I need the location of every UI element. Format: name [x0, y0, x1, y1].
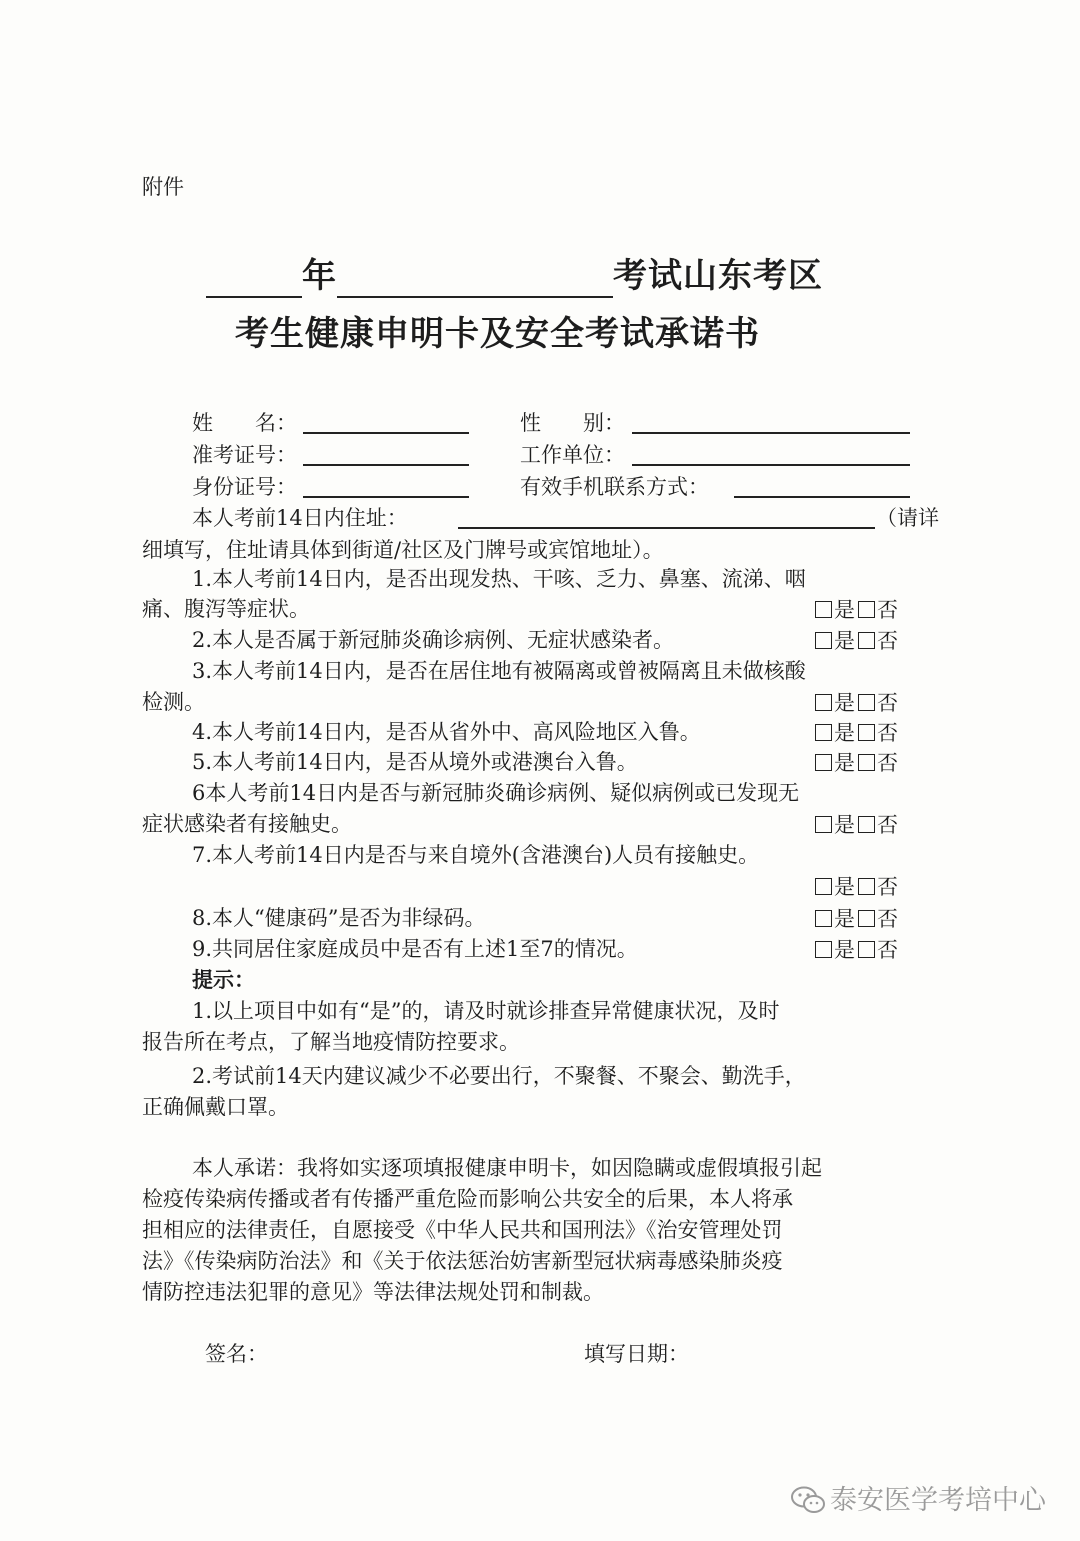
no-checkbox[interactable] [858, 816, 875, 833]
question-6-options [815, 809, 901, 839]
id-no-field[interactable] [303, 496, 469, 498]
no-checkbox[interactable] [858, 694, 875, 711]
yes-label: 是 [834, 691, 855, 715]
tip-2-line1: 2.考试前14天内建议减少不必要出行，不聚餐、不聚会、勤洗手， [192, 1064, 806, 1088]
no-label: 否 [877, 813, 898, 837]
question-1-options [815, 594, 901, 624]
ticket-no-label: 准考证号： [192, 443, 297, 467]
gender-field[interactable] [632, 432, 910, 434]
no-checkbox[interactable] [858, 941, 875, 958]
phone-label: 有效手机联系方式： [520, 475, 709, 499]
no-checkbox[interactable] [858, 632, 875, 649]
question-9-line1: 9.共同居住家庭成员中是否有上述1至7的情况。 [192, 937, 638, 961]
question-8-line1: 8.本人“健康码”是否为非绿码。 [192, 906, 486, 930]
signature-label: 签名： [205, 1342, 268, 1366]
question-4-line1: 4.本人考前14日内，是否从省外中、高风险地区入鲁。 [192, 720, 701, 744]
question-9-options [815, 934, 901, 964]
name-field[interactable] [303, 432, 469, 434]
pledge-line-3: 担相应的法律责任，自愿接受《中华人民共和国刑法》《治安管理处罚 [142, 1218, 783, 1242]
question-2-options [815, 625, 901, 655]
no-checkbox[interactable] [858, 724, 875, 741]
watermark-text: 泰安医学考培中心 [830, 1485, 1046, 1516]
question-7-options [815, 871, 901, 901]
title-exam-suffix: 考试山东考区 [613, 256, 823, 296]
question-6-line2: 症状感染者有接触史。 [142, 812, 352, 836]
watermark [790, 1478, 1046, 1517]
title-line-1 [206, 248, 823, 298]
yes-label: 是 [834, 629, 855, 653]
no-label: 否 [877, 907, 898, 931]
tips-heading: 提示： [192, 968, 255, 992]
attachment-label: 附件 [142, 175, 184, 199]
yes-checkbox[interactable] [815, 816, 832, 833]
yes-checkbox[interactable] [815, 694, 832, 711]
no-label: 否 [877, 751, 898, 775]
yes-checkbox[interactable] [815, 941, 832, 958]
tip-1-line1: 1.以上项目中如有“是”的，请及时就诊排查异常健康状况，及时 [192, 999, 780, 1023]
pledge-line-4: 法》《传染病防治法》和《关于依法惩治妨害新型冠状病毒感染肺炎疫 [142, 1249, 783, 1273]
gender-label: 性 别： [520, 411, 625, 435]
address-note-line2: 细填写，住址请具体到街道/社区及门牌号或宾馆地址）。 [142, 538, 664, 562]
question-3-line1: 3.本人考前14日内，是否在居住地有被隔离或曾被隔离且未做核酸 [192, 659, 806, 683]
name-label: 姓 名： [192, 411, 297, 435]
question-3-line2: 检测。 [142, 690, 205, 714]
yes-label: 是 [834, 813, 855, 837]
no-checkbox[interactable] [858, 878, 875, 895]
tip-1-line2: 报告所在考点，了解当地疫情防控要求。 [142, 1030, 520, 1054]
question-6-line1: 6本人考前14日内是否与新冠肺炎确诊病例、疑似病例或已发现无 [192, 781, 800, 805]
pledge-line-5: 情防控违法犯罪的意见》等法律法规处罚和制裁。 [142, 1280, 604, 1304]
question-5-options [815, 747, 901, 777]
title-year-word: 年 [302, 256, 337, 296]
no-checkbox[interactable] [858, 754, 875, 771]
yes-checkbox[interactable] [815, 601, 832, 618]
ticket-no-field[interactable] [303, 464, 469, 466]
no-label: 否 [877, 598, 898, 622]
exam-name-blank [337, 256, 613, 298]
yes-label: 是 [834, 907, 855, 931]
question-1-line1: 1.本人考前14日内，是否出现发热、干咳、乏力、鼻塞、流涕、咽 [192, 567, 806, 591]
no-label: 否 [877, 875, 898, 899]
question-1-line2: 痛、腹泻等症状。 [142, 597, 310, 621]
yes-label: 是 [834, 721, 855, 745]
question-4-options [815, 717, 901, 747]
question-5-line1: 5.本人考前14日内，是否从境外或港澳台入鲁。 [192, 750, 638, 774]
pledge-line-2: 检疫传染病传播或者有传播严重危险而影响公共安全的后果，本人将承 [142, 1187, 793, 1211]
yes-checkbox[interactable] [815, 632, 832, 649]
no-checkbox[interactable] [858, 601, 875, 618]
yes-checkbox[interactable] [815, 878, 832, 895]
phone-field[interactable] [734, 496, 910, 498]
yes-label: 是 [834, 938, 855, 962]
yes-label: 是 [834, 598, 855, 622]
pledge-line-1: 本人承诺：我将如实逐项填报健康申明卡，如因隐瞒或虚假填报引起 [192, 1156, 822, 1180]
no-label: 否 [877, 691, 898, 715]
address-label: 本人考前14日内住址： [192, 506, 408, 530]
wechat-logo-icon [790, 1485, 826, 1515]
question-7-line1: 7.本人考前14日内是否与来自境外(含港澳台)人员有接触史。 [192, 843, 760, 867]
employer-field[interactable] [632, 464, 910, 466]
address-field[interactable] [458, 527, 875, 529]
no-label: 否 [877, 721, 898, 745]
yes-checkbox[interactable] [815, 724, 832, 741]
no-checkbox[interactable] [858, 910, 875, 927]
yes-label: 是 [834, 751, 855, 775]
address-note-tail: （请详 [876, 506, 939, 530]
yes-label: 是 [834, 875, 855, 899]
tip-2-line2: 正确佩戴口罩。 [142, 1095, 289, 1119]
title-line-2: 考生健康申明卡及安全考试承诺书 [235, 314, 760, 354]
date-label: 填写日期： [584, 1342, 689, 1366]
no-label: 否 [877, 938, 898, 962]
yes-checkbox[interactable] [815, 754, 832, 771]
year-blank [206, 256, 302, 298]
question-3-options [815, 687, 901, 717]
yes-checkbox[interactable] [815, 910, 832, 927]
question-2-line1: 2.本人是否属于新冠肺炎确诊病例、无症状感染者。 [192, 628, 675, 652]
id-no-label: 身份证号： [192, 475, 297, 499]
no-label: 否 [877, 629, 898, 653]
employer-label: 工作单位： [520, 443, 625, 467]
question-8-options [815, 903, 901, 933]
